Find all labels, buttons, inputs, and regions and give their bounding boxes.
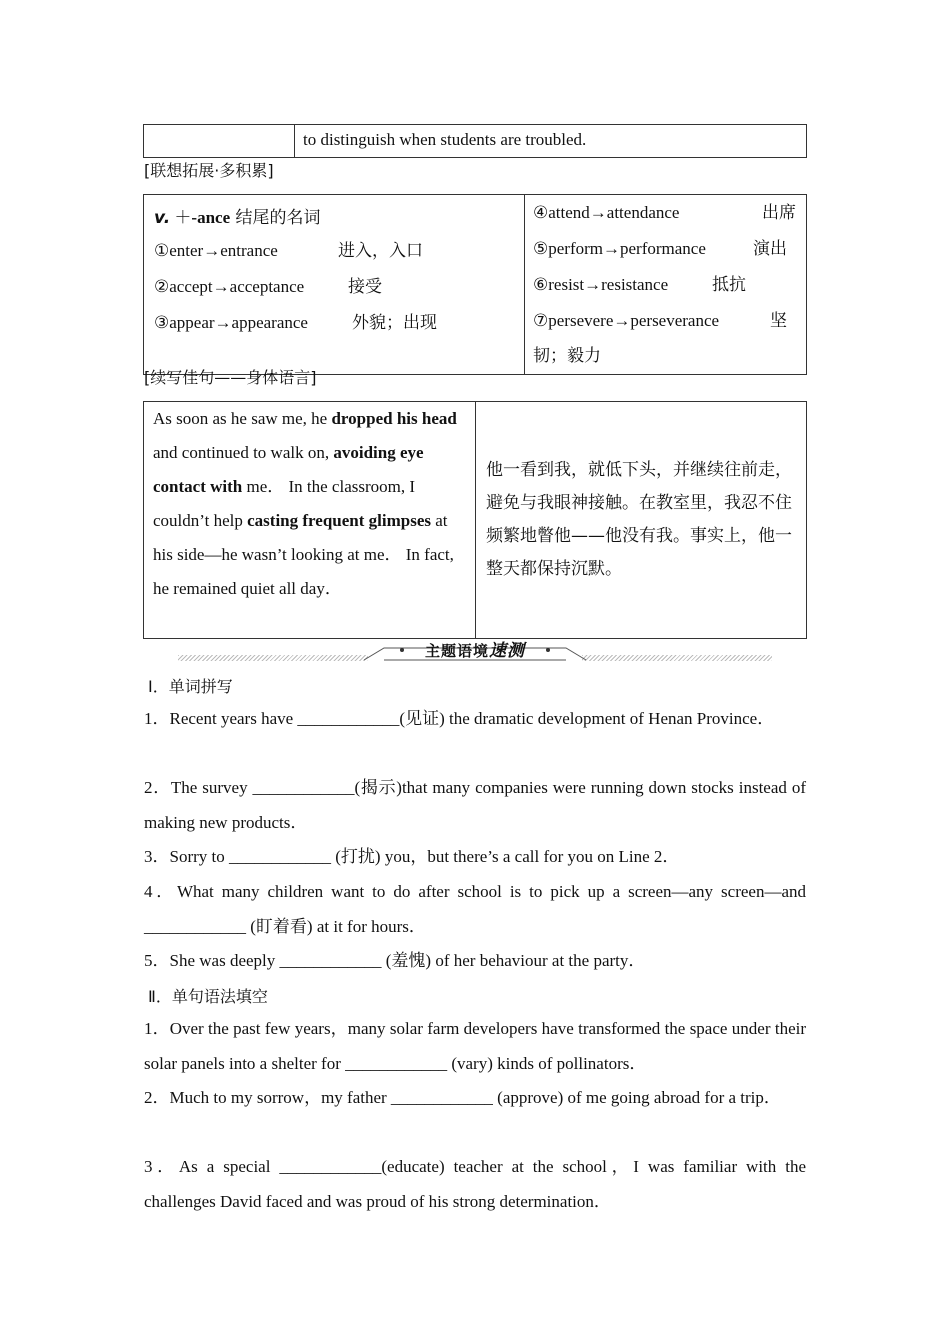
question-item: 1．Over the past few years，many solar farm developers have transformed the space under their solar panels into a shelter for ____________ (vary) kinds of pollinators． xyxy=(144,1019,806,1073)
section-sentences-label: [续写佳句——身体语言] xyxy=(144,368,317,387)
top-table-empty-cell xyxy=(144,125,295,158)
sentence-english-cell: As soon as he saw me, he dropped his head and continued to walk on, avoiding eye contact with me． In the classroom, I couldn’t help casting frequent glimpses at his side—he wasn’t looking at me． In fact, he remained quiet all day． xyxy=(144,402,476,639)
question-item: 3．Sorry to ____________ (打扰) you，but there’s a call for you on Line 2． xyxy=(144,847,680,866)
section-banner xyxy=(178,640,772,664)
word-item-continuation: 韧；毅力 xyxy=(533,346,601,366)
word-table-left-cell xyxy=(144,195,525,375)
word-item: ⑥resist→resistance 抵抗 xyxy=(533,275,746,295)
part2-heading: Ⅱ．单句语法填空 xyxy=(148,987,268,1006)
word-item: ②accept→acceptance 接受 xyxy=(154,277,382,297)
sentence-table xyxy=(143,401,807,639)
question-item: 3．As a special ____________(educate) teacher at the school，I was familiar with the challenges David faced and was proud of his strong determination． xyxy=(144,1157,806,1211)
question-item: 2．The survey ____________(揭示)that many companies were running down stocks instead of making new products． xyxy=(144,778,806,832)
heading-bold: -ance xyxy=(191,208,231,227)
highlight-phrase: avoiding eye contact with xyxy=(153,443,424,496)
word-item: ④attend→attendance 出席 xyxy=(533,203,796,223)
heading-plus: ＋ xyxy=(174,208,192,227)
highlight-phrase: dropped his head xyxy=(331,409,457,428)
question-item: 5．She was deeply ____________ (羞愧) of her behaviour at the party． xyxy=(144,951,646,970)
word-table-heading xyxy=(154,203,514,233)
word-item: ①enter→entrance 进入，入口 xyxy=(154,241,423,261)
word-item: ③appear→appearance 外貌；出现 xyxy=(154,313,437,333)
heading-prefix: v. xyxy=(154,208,171,228)
top-table xyxy=(143,124,807,158)
top-table-text-cell: to distinguish when students are troubled. xyxy=(295,125,807,158)
sentence-chinese-cell: 他一看到我，就低下头，并继续往前走，避免与我眼神接触。在教室里，我忍不住频繁地瞥他——他没有我。事实上，他一整天都保持沉默。 xyxy=(476,402,807,639)
word-table-right-cell xyxy=(525,195,807,375)
word-formation-table xyxy=(143,194,807,375)
question-item: 4．What many children want to do after school is to pick up a screen—any screen—and ____________ (盯着看) at it for hours． xyxy=(144,882,806,936)
word-item: ⑦persevere→perseverance 坚 xyxy=(533,311,787,331)
part1-heading: Ⅰ．单词拼写 xyxy=(148,677,233,696)
question-item: 1．Recent years have ____________(见证) the dramatic development of Henan Province． xyxy=(144,709,775,728)
section-association-label: [联想拓展·多积累] xyxy=(144,161,274,180)
highlight-phrase: casting frequent glimpses xyxy=(247,511,431,530)
banner-title: 主题语境速测 xyxy=(424,641,525,661)
word-item: ⑤perform→performance 演出 xyxy=(533,239,787,259)
heading-suffix: 结尾的名词 xyxy=(230,208,321,228)
question-item: 2．Much to my sorrow，my father ____________ (approve) of me going abroad for a trip． xyxy=(144,1088,781,1107)
